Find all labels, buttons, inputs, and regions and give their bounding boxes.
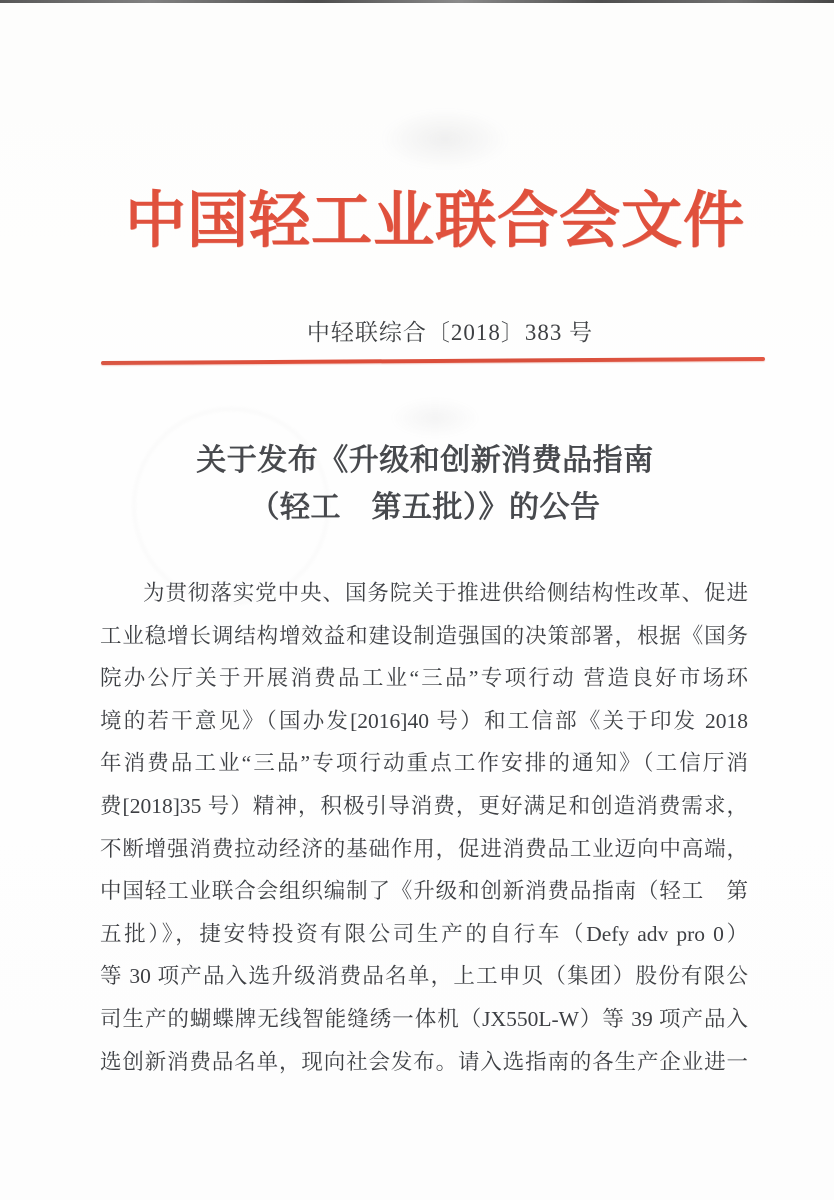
announcement-title-line2: （轻工 第五批）》的公告 (249, 491, 601, 524)
scan-smudge (390, 398, 480, 438)
announcement-title-line1: 关于发布《升级和创新消费品指南 (196, 444, 654, 477)
scan-smudge (380, 108, 510, 170)
announcement-title (100, 437, 750, 531)
body-line: 不断增强消费拉动经济的基础作用，促进消费品工业迈向中高端， (100, 836, 748, 861)
letterhead-org-title: 中国轻工业联合会文件 (124, 188, 745, 255)
body-line: 司生产的蝴蝶牌无线智能缝绣一体机（JX550L-W）等 39 项产品入 (100, 1006, 748, 1031)
body-line: 中国轻工业联合会组织编制了《升级和创新消费品指南（轻工 第 (100, 879, 748, 904)
body-line: 年消费品工业“三品”专项行动重点工作安排的通知》（工信厅消 (100, 751, 748, 776)
body-line: 五批）》，捷安特投资有限公司生产的自行车（Defy adv pro 0） (100, 921, 748, 946)
document-number: 中轻联综合〔2018〕383 号 (306, 320, 594, 345)
body-line: 院办公厅关于开展消费品工业“三品”专项行动 营造良好市场环 (100, 666, 748, 691)
body-line: 为贯彻落实党中央、国务院关于推进供给侧结构性改革、促进 (143, 581, 748, 605)
body-line: 境的若干意见》（国办发[2016]40 号）和工信部《关于印发 2018 (100, 708, 748, 733)
body-line: 费[2018]35 号）精神，积极引导消费，更好满足和创造消费需求， (100, 793, 748, 818)
scan-edge-artifact (0, 0, 834, 3)
body-line: 等 30 项产品入选升级消费品名单，上工申贝（集团）股份有限公 (100, 964, 748, 989)
body-line: 选创新消费品名单，现向社会发布。请入选指南的各生产企业进一 (100, 1049, 748, 1074)
letterhead-divider-rule (101, 357, 765, 365)
body-line: 工业稳增长调结构增效益和建设制造强国的决策部署，根据《国务 (100, 623, 748, 648)
document-body (100, 572, 748, 1083)
